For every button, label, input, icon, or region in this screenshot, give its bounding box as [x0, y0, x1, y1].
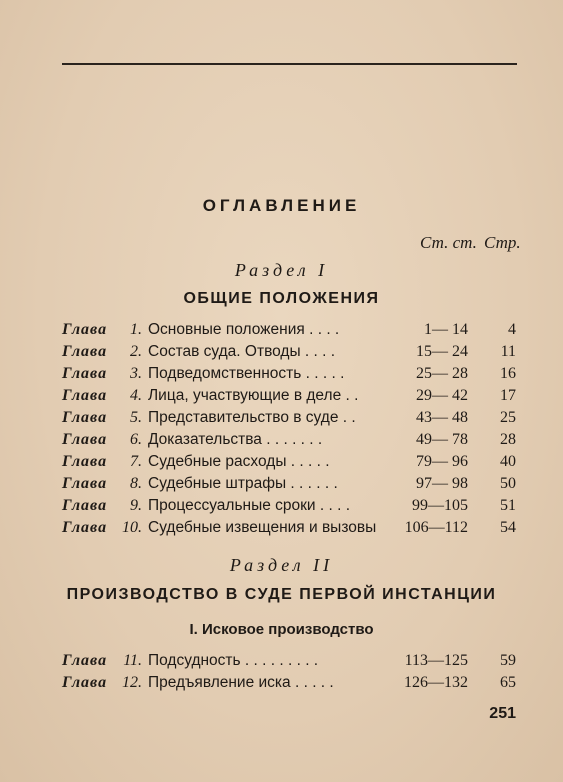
- chapter-word: Глава: [62, 497, 108, 514]
- toc-entry[interactable]: [0, 674, 563, 696]
- chapter-title: Основные положения . . . .: [148, 321, 340, 338]
- article-range: 113—125: [404, 652, 468, 669]
- chapter-number: 8.: [130, 475, 142, 492]
- page-ref: 51: [500, 497, 516, 514]
- chapter-title: Доказательства . . . . . . .: [148, 431, 323, 448]
- toc-entry[interactable]: [0, 497, 563, 519]
- chapter-title: Предъявление иска . . . . .: [148, 674, 334, 691]
- article-range: 49— 78: [416, 431, 468, 448]
- chapter-title: Состав суда. Отводы . . . .: [148, 343, 336, 360]
- chapter-title: Лица, участвующие в деле . .: [148, 387, 359, 404]
- chapter-title: Судебные извещения и вызовы: [148, 519, 377, 536]
- chapter-number: 6.: [130, 431, 142, 448]
- top-rule: [62, 63, 517, 65]
- chapter-word: Глава: [62, 519, 108, 536]
- section-2-chapter-list: [0, 652, 563, 696]
- chapter-word: Глава: [62, 387, 108, 404]
- page-ref: 17: [500, 387, 516, 404]
- article-range: 25— 28: [416, 365, 468, 382]
- chapter-number: 4.: [130, 387, 142, 404]
- chapter-word: Глава: [62, 431, 108, 448]
- chapter-title: Представительство в суде . .: [148, 409, 356, 426]
- article-range: 15— 24: [416, 343, 468, 360]
- chapter-number: 12.: [122, 674, 142, 691]
- page-ref: 50: [500, 475, 516, 492]
- article-range: 43— 48: [416, 409, 468, 426]
- article-range: 99—105: [412, 497, 468, 514]
- article-range: 79— 96: [416, 453, 468, 470]
- page-ref: 65: [500, 674, 516, 691]
- chapter-number: 11.: [123, 652, 142, 669]
- chapter-title: Процессуальные сроки . . . .: [148, 497, 351, 514]
- chapter-number: 1.: [130, 321, 142, 338]
- chapter-title: Подсудность . . . . . . . . .: [148, 652, 319, 669]
- page-ref: 25: [500, 409, 516, 426]
- section-2-heading: ПРОИЗВОДСТВО В СУДЕ ПЕРВОЙ ИНСТАНЦИИ: [66, 586, 497, 603]
- chapter-word: Глава: [62, 343, 108, 360]
- chapter-number: 2.: [130, 343, 142, 360]
- toc-entry[interactable]: [0, 387, 563, 409]
- chapter-word: Глава: [62, 475, 108, 492]
- article-range: 126—132: [404, 674, 468, 691]
- section-2-label: Раздел II: [229, 555, 334, 575]
- toc-entry[interactable]: [0, 409, 563, 431]
- section-1-heading: ОБЩИЕ ПОЛОЖЕНИЯ: [183, 290, 380, 307]
- section-2-subheading: I. Исковое производство: [189, 621, 374, 638]
- page-number: 251: [489, 705, 516, 722]
- toc-entry[interactable]: [0, 475, 563, 497]
- chapter-title: Судебные расходы . . . . .: [148, 453, 330, 470]
- article-range: 1— 14: [424, 321, 468, 338]
- section-1-chapter-list: [0, 321, 563, 541]
- chapter-word: Глава: [62, 453, 108, 470]
- page-ref: 11: [500, 343, 516, 360]
- chapter-number: 7.: [130, 453, 142, 470]
- column-header-articles: Ст. ст.: [420, 233, 477, 252]
- page-ref: 40: [500, 453, 516, 470]
- page-ref: 16: [500, 365, 516, 382]
- toc-entry[interactable]: [0, 453, 563, 475]
- chapter-title: Подведомственность . . . . .: [148, 365, 345, 382]
- chapter-word: Глава: [62, 365, 108, 382]
- toc-entry[interactable]: [0, 365, 563, 387]
- chapter-number: 10.: [122, 519, 142, 536]
- chapter-word: Глава: [62, 409, 108, 426]
- article-range: 106—112: [404, 519, 468, 536]
- article-range: 97— 98: [416, 475, 468, 492]
- chapter-word: Глава: [62, 674, 108, 691]
- chapter-word: Глава: [62, 321, 108, 338]
- page-ref: 59: [500, 652, 516, 669]
- toc-entry[interactable]: [0, 652, 563, 674]
- section-1-label: Раздел I: [234, 260, 329, 280]
- page-ref: 28: [500, 431, 516, 448]
- chapter-title: Судебные штрафы . . . . . .: [148, 475, 338, 492]
- toc-entry[interactable]: [0, 321, 563, 343]
- article-range: 29— 42: [416, 387, 468, 404]
- page-ref: 4: [508, 321, 516, 338]
- column-header-page: Стр.: [484, 233, 521, 252]
- toc-entry[interactable]: [0, 431, 563, 453]
- page-ref: 54: [500, 519, 516, 536]
- chapter-number: 9.: [130, 497, 142, 514]
- toc-title: ОГЛАВЛЕНИЕ: [202, 196, 361, 215]
- toc-entry[interactable]: [0, 519, 563, 541]
- chapter-number: 5.: [130, 409, 142, 426]
- chapter-number: 3.: [130, 365, 142, 382]
- chapter-word: Глава: [62, 652, 108, 669]
- toc-entry[interactable]: [0, 343, 563, 365]
